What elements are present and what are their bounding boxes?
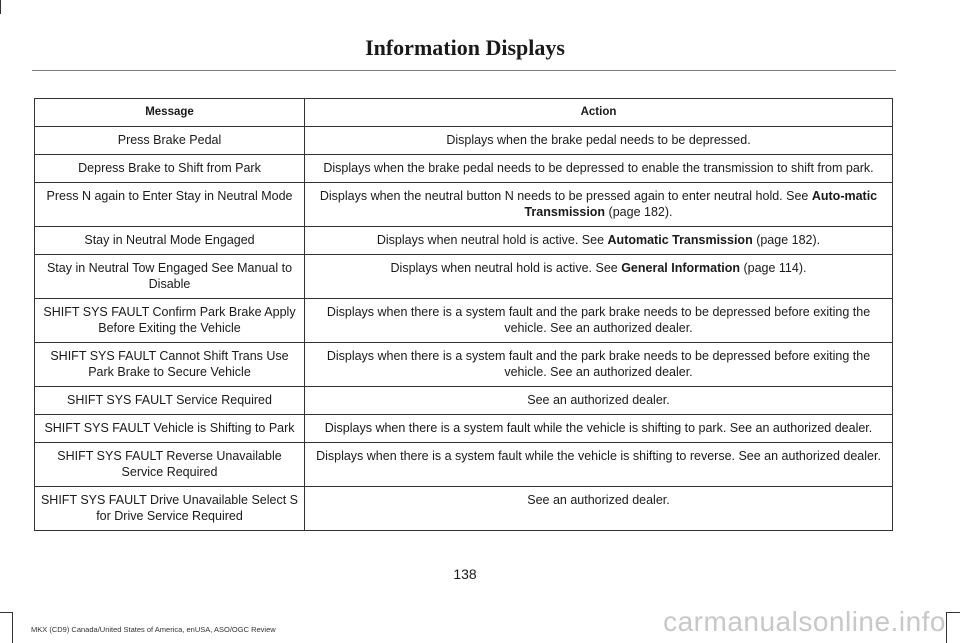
table-row (35, 487, 893, 531)
table-row (35, 343, 893, 387)
page-title: Information Displays (365, 35, 565, 60)
action-text: Displays when there is a system fault while the vehicle is shifting to park. See an authorized dealer. (324, 421, 873, 435)
action-cell (305, 343, 893, 387)
page-number: 138 (453, 566, 477, 582)
action-text: (page 182). (752, 233, 821, 247)
column-header-message: Message (35, 99, 305, 127)
table-row (35, 255, 893, 299)
crop-mark-top-left (0, 0, 1, 14)
message-table (34, 98, 893, 531)
action-cell (305, 127, 893, 155)
action-text: Displays when neutral hold is active. See (376, 233, 608, 247)
action-text: See an authorized dealer. (527, 393, 670, 407)
action-cell (305, 443, 893, 487)
action-text: Displays when there is a system fault and the park brake needs to be depressed before exiting the vehicle. See an authorized dealer. (326, 305, 871, 335)
table-row (35, 155, 893, 183)
message-cell: SHIFT SYS FAULT Reverse Unavailable Service Required (35, 443, 305, 487)
message-cell: Depress Brake to Shift from Park (35, 155, 305, 183)
table-row (35, 387, 893, 415)
message-cell: Stay in Neutral Mode Engaged (35, 227, 305, 255)
section-reference: General Information (621, 261, 740, 275)
crop-mark-bottom-left-h (0, 612, 13, 613)
crop-mark-bottom-right-h (946, 612, 960, 613)
watermark: carmanualsonline.info (663, 606, 946, 637)
document-info: MKX (CD9) Canada/United States of America, enUSA, ASO/OGC Review (31, 625, 276, 634)
section-reference: Auto-matic Transmission (524, 189, 878, 219)
action-cell (305, 227, 893, 255)
table-row (35, 443, 893, 487)
table-header-row (35, 99, 893, 127)
action-cell (305, 415, 893, 443)
action-cell (305, 155, 893, 183)
title-divider (32, 70, 896, 71)
section-reference: Automatic Transmission (607, 233, 753, 247)
table-body (35, 127, 893, 531)
action-text: See an authorized dealer. (527, 493, 670, 507)
action-text: Displays when the brake pedal needs to be depressed. (446, 133, 751, 147)
message-cell: SHIFT SYS FAULT Confirm Park Brake Apply Before Exiting the Vehicle (35, 299, 305, 343)
action-cell (305, 487, 893, 531)
message-cell: SHIFT SYS FAULT Service Required (35, 387, 305, 415)
action-text: Displays when there is a system fault while the vehicle is shifting to reverse. See an authorized dealer. (316, 449, 881, 463)
action-cell (305, 387, 893, 415)
table-row (35, 227, 893, 255)
crop-mark-bottom-left (12, 612, 13, 643)
table-row (35, 127, 893, 155)
message-cell: Press N again to Enter Stay in Neutral Mode (35, 183, 305, 227)
action-text: Displays when the neutral button N needs to be pressed again to enter neutral hold. See (319, 189, 812, 203)
action-text: Displays when neutral hold is active. See (390, 261, 622, 275)
action-cell (305, 183, 893, 227)
message-cell: SHIFT SYS FAULT Cannot Shift Trans Use Park Brake to Secure Vehicle (35, 343, 305, 387)
action-text: (page 182). (605, 205, 673, 219)
table-row (35, 299, 893, 343)
message-cell: SHIFT SYS FAULT Drive Unavailable Select S for Drive Service Required (35, 487, 305, 531)
column-header-action: Action (305, 99, 893, 127)
table-row (35, 183, 893, 227)
action-text: Displays when there is a system fault and the park brake needs to be depressed before exiting the vehicle. See an authorized dealer. (326, 349, 871, 379)
table-row (35, 415, 893, 443)
action-text: Displays when the brake pedal needs to be depressed to enable the transmission to shift from park. (323, 161, 874, 175)
action-cell (305, 255, 893, 299)
action-text: (page 114). (739, 261, 807, 275)
message-cell: Press Brake Pedal (35, 127, 305, 155)
action-cell (305, 299, 893, 343)
message-cell: Stay in Neutral Tow Engaged See Manual to Disable (35, 255, 305, 299)
crop-mark-bottom-right (946, 612, 947, 643)
message-cell: SHIFT SYS FAULT Vehicle is Shifting to Park (35, 415, 305, 443)
